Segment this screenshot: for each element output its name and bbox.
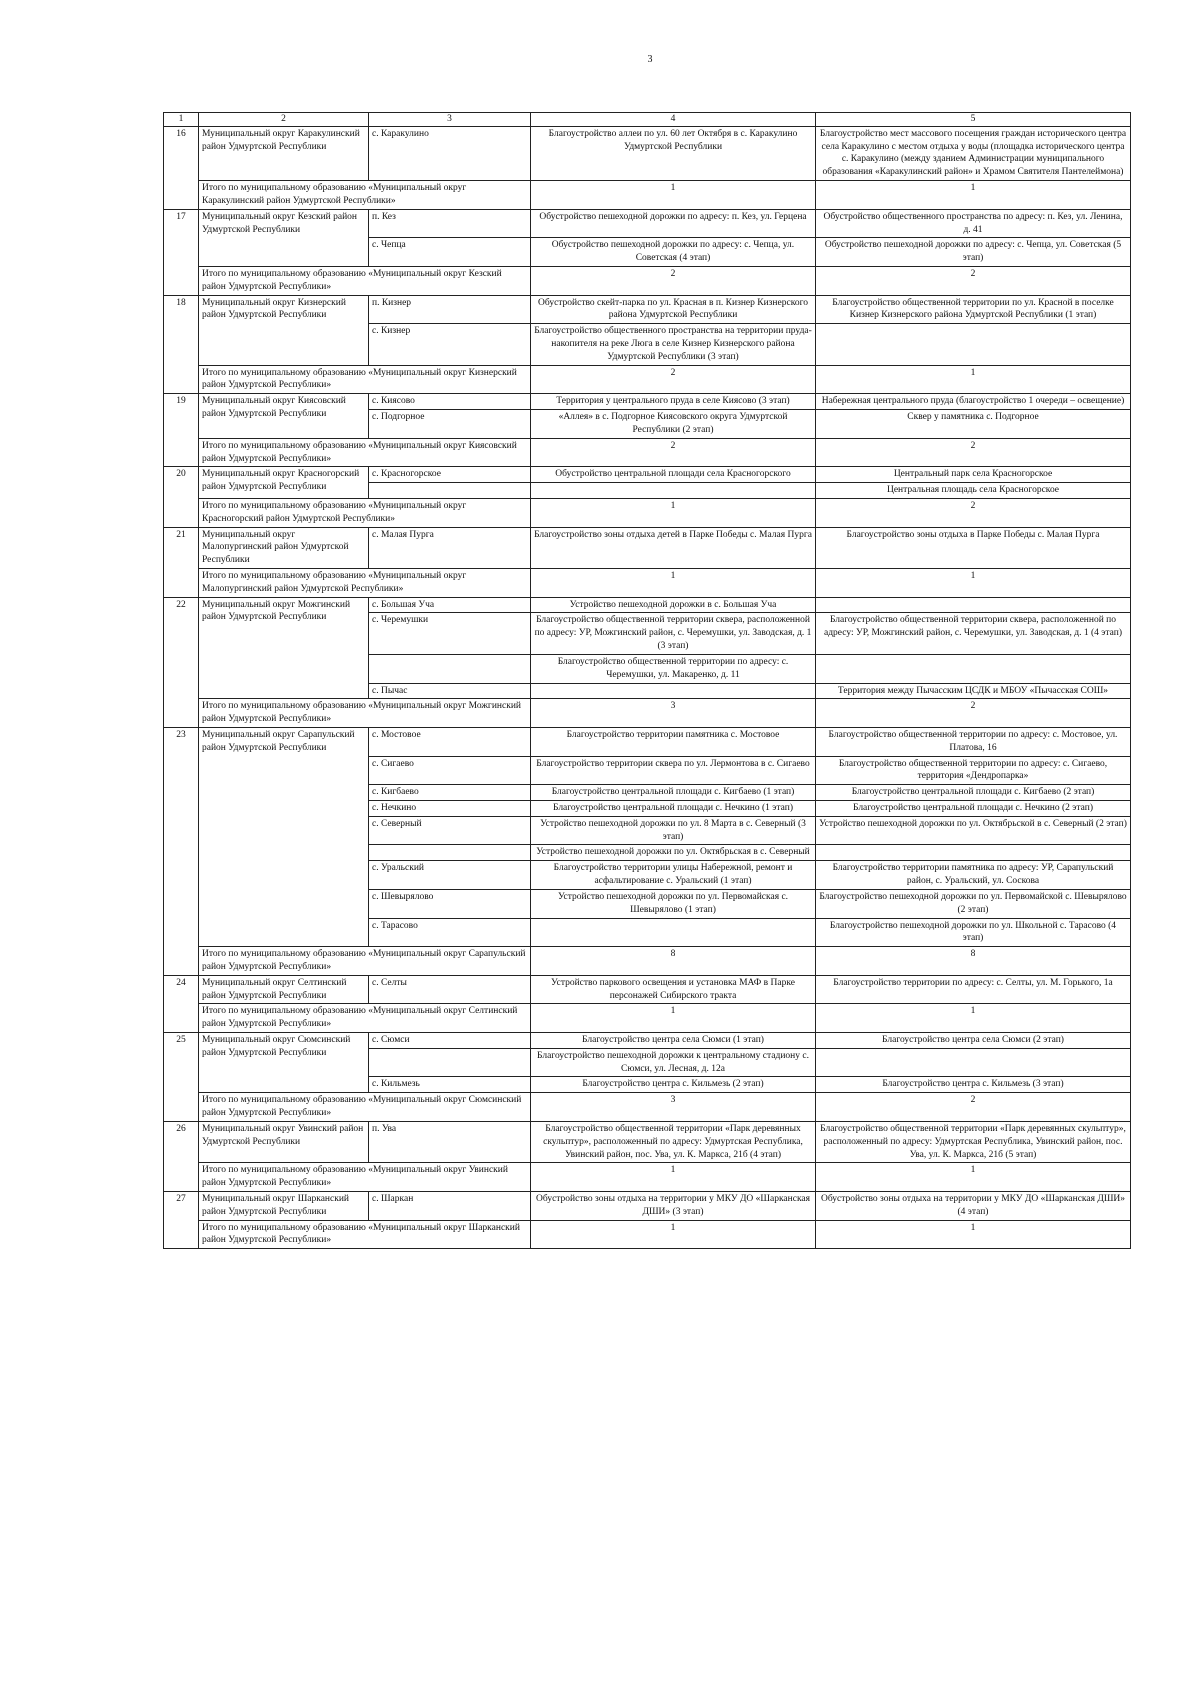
project-current: Благоустройство пешеходной дорожки к центральному стадиону с. Сюмси, ул. Лесная, д. 12а bbox=[531, 1048, 816, 1077]
settlement-name: с. Большая Уча bbox=[369, 597, 531, 613]
item-row bbox=[164, 975, 1131, 1004]
settlement-name bbox=[369, 1048, 531, 1077]
program-table-body bbox=[164, 113, 1131, 1249]
total-next: 8 bbox=[816, 947, 1131, 976]
project-current bbox=[531, 918, 816, 947]
header-cell-3: 3 bbox=[369, 113, 531, 127]
project-current: Благоустройство зоны отдыха детей в Парке Победы с. Малая Пурга bbox=[531, 527, 816, 568]
item-row bbox=[164, 727, 1131, 756]
settlement-name: с. Уральский bbox=[369, 861, 531, 890]
settlement-name: с. Сюмси bbox=[369, 1033, 531, 1049]
total-next: 2 bbox=[816, 1093, 1131, 1122]
item-row bbox=[164, 1121, 1131, 1162]
project-current: Обустройство скейт-парка по ул. Красная в п. Кизнер Кизнерского района Удмуртской Республики bbox=[531, 295, 816, 324]
item-row bbox=[164, 597, 1131, 613]
settlement-name: с. Красногорское bbox=[369, 467, 531, 483]
project-next: Благоустройство территории памятника по адресу: УР, Сарапульский район, с. Уральский, ул. Соскова bbox=[816, 861, 1131, 890]
project-next: Благоустройство центра села Сюмси (2 этап) bbox=[816, 1033, 1131, 1049]
project-current: Благоустройство общественной территории по адресу: с. Черемушки, ул. Макаренко, д. 11 bbox=[531, 654, 816, 683]
settlement-name: с. Малая Пурга bbox=[369, 527, 531, 568]
project-next: Благоустройство общественной территории сквера, расположенной по адресу: УР, Можгинский район, с. Черемушки, ул. Заводская, д. 1 (4 этап) bbox=[816, 613, 1131, 654]
header-cell-2: 2 bbox=[199, 113, 369, 127]
item-row bbox=[164, 1033, 1131, 1049]
row-number: 20 bbox=[164, 467, 199, 527]
total-current: 1 bbox=[531, 1163, 816, 1192]
project-next: Благоустройство общественной территории по ул. Красной в поселке Кизнер Кизнерского района Удмуртской Республики (1 этап) bbox=[816, 295, 1131, 324]
project-current: Устройство пешеходной дорожки по ул. 8 Марта в с. Северный (3 этап) bbox=[531, 816, 816, 845]
municipality-name: Муниципальный округ Каракулинский район Удмуртской Республики bbox=[199, 126, 369, 180]
settlement-name: с. Кизнер bbox=[369, 324, 531, 365]
total-row bbox=[164, 699, 1131, 728]
settlement-name: с. Пычас bbox=[369, 683, 531, 699]
settlement-name: с. Селты bbox=[369, 975, 531, 1004]
settlement-name: с. Нечкино bbox=[369, 801, 531, 817]
total-label: Итого по муниципальному образованию «Муниципальный округ Шарканский район Удмуртской Республики» bbox=[199, 1220, 531, 1249]
project-current: Благоустройство общественного пространства на территории пруда-накопителя на реке Люга в селе Кизнер Кизнерского района Удмуртской Республики (3 этап) bbox=[531, 324, 816, 365]
total-row bbox=[164, 1163, 1131, 1192]
project-current: Благоустройство территории сквера по ул. Лермонтова в с. Сигаево bbox=[531, 756, 816, 785]
page-number: 3 bbox=[647, 54, 653, 65]
project-next: Сквер у памятника с. Подгорное bbox=[816, 410, 1131, 439]
item-row bbox=[164, 1191, 1131, 1220]
total-label: Итого по муниципальному образованию «Муниципальный округ Увинский район Удмуртской Республики» bbox=[199, 1163, 531, 1192]
row-number: 18 bbox=[164, 295, 199, 394]
item-row bbox=[164, 209, 1131, 238]
project-next: Центральная площадь села Красногорское bbox=[816, 483, 1131, 499]
municipality-name: Муниципальный округ Киясовский район Удмуртской Республики bbox=[199, 394, 369, 438]
project-current bbox=[531, 483, 816, 499]
project-current: Обустройство зоны отдыха на территории у МКУ ДО «Шарканская ДШИ» (3 этап) bbox=[531, 1191, 816, 1220]
settlement-name: с. Киясово bbox=[369, 394, 531, 410]
total-label: Итого по муниципальному образованию «Муниципальный округ Сюмсинский район Удмуртской Республики» bbox=[199, 1093, 531, 1122]
row-number: 21 bbox=[164, 527, 199, 597]
total-next: 2 bbox=[816, 699, 1131, 728]
settlement-name: с. Северный bbox=[369, 816, 531, 845]
municipality-name: Муниципальный округ Красногорский район Удмуртской Республики bbox=[199, 467, 369, 499]
item-row bbox=[164, 527, 1131, 568]
total-row bbox=[164, 1004, 1131, 1033]
header-cell-1: 1 bbox=[164, 113, 199, 127]
settlement-name: с. Шаркан bbox=[369, 1191, 531, 1220]
municipality-name: Муниципальный округ Малопургинский район Удмуртской Республики bbox=[199, 527, 369, 568]
row-number: 22 bbox=[164, 597, 199, 727]
municipality-name: Муниципальный округ Кезский район Удмуртской Республики bbox=[199, 209, 369, 266]
municipality-name: Муниципальный округ Сюмсинский район Удмуртской Республики bbox=[199, 1033, 369, 1093]
item-row bbox=[164, 126, 1131, 180]
row-number: 27 bbox=[164, 1191, 199, 1248]
total-current: 1 bbox=[531, 498, 816, 527]
settlement-name: п. Кизнер bbox=[369, 295, 531, 324]
total-current: 3 bbox=[531, 699, 816, 728]
total-row bbox=[164, 1093, 1131, 1122]
total-label: Итого по муниципальному образованию «Муниципальный округ Малопургинский район Удмуртской Республики» bbox=[199, 569, 531, 598]
settlement-name bbox=[369, 483, 531, 499]
municipality-name: Муниципальный округ Можгинский район Удмуртской Республики bbox=[199, 597, 369, 699]
project-next: Благоустройство пешеходной дорожки по ул. Школьной с. Тарасово (4 этап) bbox=[816, 918, 1131, 947]
total-row bbox=[164, 181, 1131, 210]
row-number: 25 bbox=[164, 1033, 199, 1122]
settlement-name bbox=[369, 845, 531, 861]
header-cell-4: 4 bbox=[531, 113, 816, 127]
project-next bbox=[816, 597, 1131, 613]
item-row bbox=[164, 467, 1131, 483]
project-current: Обустройство пешеходной дорожки по адресу: п. Кез, ул. Герцена bbox=[531, 209, 816, 238]
settlement-name: с. Кильмезь bbox=[369, 1077, 531, 1093]
total-row bbox=[164, 569, 1131, 598]
project-current: Обустройство центральной площади села Красногорского bbox=[531, 467, 816, 483]
project-next: Благоустройство зоны отдыха в Парке Победы с. Малая Пурга bbox=[816, 527, 1131, 568]
project-next: Обустройство зоны отдыха на территории у МКУ ДО «Шарканская ДШИ» (4 этап) bbox=[816, 1191, 1131, 1220]
total-label: Итого по муниципальному образованию «Муниципальный округ Сарапульский район Удмуртской Республики» bbox=[199, 947, 531, 976]
total-current: 1 bbox=[531, 1220, 816, 1249]
total-current: 1 bbox=[531, 569, 816, 598]
row-number: 23 bbox=[164, 727, 199, 975]
total-next: 2 bbox=[816, 498, 1131, 527]
municipality-name: Муниципальный округ Увинский район Удмуртской Республики bbox=[199, 1121, 369, 1162]
settlement-name: с. Сигаево bbox=[369, 756, 531, 785]
total-current: 2 bbox=[531, 365, 816, 394]
project-next: Благоустройство центральной площади с. Нечкино (2 этап) bbox=[816, 801, 1131, 817]
project-next: Устройство пешеходной дорожки по ул. Октябрьской в с. Северный (2 этап) bbox=[816, 816, 1131, 845]
row-number: 24 bbox=[164, 975, 199, 1032]
total-label: Итого по муниципальному образованию «Муниципальный округ Каракулинский район Удмуртской Республики» bbox=[199, 181, 531, 210]
municipality-name: Муниципальный округ Селтинский район Удмуртской Республики bbox=[199, 975, 369, 1004]
project-current: Благоустройство центра с. Кильмезь (2 этап) bbox=[531, 1077, 816, 1093]
municipality-name: Муниципальный округ Сарапульский район Удмуртской Республики bbox=[199, 727, 369, 946]
project-current bbox=[531, 683, 816, 699]
project-next: Обустройство пешеходной дорожки по адресу: с. Чепца, ул. Советская (5 этап) bbox=[816, 238, 1131, 267]
project-current: Благоустройство центра села Сюмси (1 этап) bbox=[531, 1033, 816, 1049]
settlement-name: с. Каракулино bbox=[369, 126, 531, 180]
total-next: 1 bbox=[816, 1004, 1131, 1033]
project-next: Благоустройство территории по адресу: с. Селты, ул. М. Горького, 1а bbox=[816, 975, 1131, 1004]
total-row bbox=[164, 266, 1131, 295]
item-row bbox=[164, 295, 1131, 324]
settlement-name: с. Шевырялово bbox=[369, 889, 531, 918]
total-row bbox=[164, 947, 1131, 976]
row-number: 16 bbox=[164, 126, 199, 209]
project-next: Благоустройство общественной территории по адресу: с. Мостовое, ул. Платова, 16 bbox=[816, 727, 1131, 756]
project-current: Благоустройство общественной территории сквера, расположенной по адресу: УР, Можгинский район, с. Черемушки, ул. Заводская, д. 1 (3 этап) bbox=[531, 613, 816, 654]
project-next: Благоустройство мест массового посещения граждан исторического центра села Каракулино с местом отдыха у воды (площадка исторического центра с. Каракулино (между зданием Администрации муниципального образования «Каракулинский район» и Храмом Святителя Пантелеймона) bbox=[816, 126, 1131, 180]
total-current: 2 bbox=[531, 438, 816, 467]
total-next: 2 bbox=[816, 266, 1131, 295]
project-next bbox=[816, 654, 1131, 683]
municipality-name: Муниципальный округ Кизнерский район Удмуртской Республики bbox=[199, 295, 369, 365]
row-number: 26 bbox=[164, 1121, 199, 1191]
total-row bbox=[164, 365, 1131, 394]
total-next: 1 bbox=[816, 1220, 1131, 1249]
row-number: 17 bbox=[164, 209, 199, 295]
project-current: Устройство пешеходной дорожки по ул. Октябрьская в с. Северный bbox=[531, 845, 816, 861]
settlement-name: с. Тарасово bbox=[369, 918, 531, 947]
settlement-name bbox=[369, 654, 531, 683]
project-next: Обустройство общественного пространства по адресу: п. Кез, ул. Ленина, д. 41 bbox=[816, 209, 1131, 238]
project-next: Набережная центрального пруда (благоустройство 1 очереди – освещение) bbox=[816, 394, 1131, 410]
total-next: 1 bbox=[816, 1163, 1131, 1192]
header-row bbox=[164, 113, 1131, 127]
total-label: Итого по муниципальному образованию «Муниципальный округ Кезский район Удмуртской Республики» bbox=[199, 266, 531, 295]
total-next: 1 bbox=[816, 569, 1131, 598]
settlement-name: с. Черемушки bbox=[369, 613, 531, 654]
project-next: Благоустройство общественной территории по адресу: с. Сигаево, территория «Дендропарка» bbox=[816, 756, 1131, 785]
project-current: Благоустройство территории памятника с. Мостовое bbox=[531, 727, 816, 756]
settlement-name: с. Мостовое bbox=[369, 727, 531, 756]
project-current: Территория у центрального пруда в селе Киясово (3 этап) bbox=[531, 394, 816, 410]
total-current: 1 bbox=[531, 1004, 816, 1033]
header-cell-5: 5 bbox=[816, 113, 1131, 127]
project-next bbox=[816, 324, 1131, 365]
project-next: Центральный парк села Красногорское bbox=[816, 467, 1131, 483]
project-current: Благоустройство центральной площади с. Нечкино (1 этап) bbox=[531, 801, 816, 817]
total-current: 3 bbox=[531, 1093, 816, 1122]
project-next: Благоустройство пешеходной дорожки по ул. Первомайской с. Шевырялово (2 этап) bbox=[816, 889, 1131, 918]
total-current: 2 bbox=[531, 266, 816, 295]
settlement-name: с. Кигбаево bbox=[369, 785, 531, 801]
project-current: Благоустройство общественной территории «Парк деревянных скульптур», расположенный по адресу: Удмуртская Республика, Увинский район, пос. Ува, ул. К. Маркса, 21б (4 этап) bbox=[531, 1121, 816, 1162]
project-current: Благоустройство аллеи по ул. 60 лет Октября в с. Каракулино Удмуртской Республики bbox=[531, 126, 816, 180]
project-current: Благоустройство территории улицы Набережной, ремонт и асфальтирование с. Уральский (1 этап) bbox=[531, 861, 816, 890]
project-current: «Аллея» в с. Подгорное Киясовского округа Удмуртской Республики (2 этап) bbox=[531, 410, 816, 439]
project-next: Благоустройство центральной площади с. Кигбаево (2 этап) bbox=[816, 785, 1131, 801]
total-label: Итого по муниципальному образованию «Муниципальный округ Красногорский район Удмуртской Республики» bbox=[199, 498, 531, 527]
settlement-name: с. Подгорное bbox=[369, 410, 531, 439]
total-next: 1 bbox=[816, 181, 1131, 210]
project-next: Благоустройство общественной территории «Парк деревянных скульптур», расположенный по адресу: Удмуртская Республика, Увинский район, пос. Ува, ул. К. Маркса, 21б (5 этап) bbox=[816, 1121, 1131, 1162]
project-current: Благоустройство центральной площади с. Кигбаево (1 этап) bbox=[531, 785, 816, 801]
total-next: 2 bbox=[816, 438, 1131, 467]
row-number: 19 bbox=[164, 394, 199, 467]
project-current: Обустройство пешеходной дорожки по адресу: с. Чепца, ул. Советская (4 этап) bbox=[531, 238, 816, 267]
total-row bbox=[164, 498, 1131, 527]
project-current: Устройство пешеходной дорожки по ул. Первомайская с. Шевырялово (1 этап) bbox=[531, 889, 816, 918]
program-table bbox=[163, 112, 1131, 1249]
total-current: 8 bbox=[531, 947, 816, 976]
total-label: Итого по муниципальному образованию «Муниципальный округ Кизнерский район Удмуртской Республики» bbox=[199, 365, 531, 394]
total-row bbox=[164, 438, 1131, 467]
total-current: 1 bbox=[531, 181, 816, 210]
project-current: Устройство паркового освещения и установка МАФ в Парке персонажей Сибирского тракта bbox=[531, 975, 816, 1004]
settlement-name: с. Чепца bbox=[369, 238, 531, 267]
project-next bbox=[816, 845, 1131, 861]
project-next bbox=[816, 1048, 1131, 1077]
project-next: Благоустройство центра с. Кильмезь (3 этап) bbox=[816, 1077, 1131, 1093]
total-label: Итого по муниципальному образованию «Муниципальный округ Можгинский район Удмуртской Республики» bbox=[199, 699, 531, 728]
total-next: 1 bbox=[816, 365, 1131, 394]
municipality-name: Муниципальный округ Шарканский район Удмуртской Республики bbox=[199, 1191, 369, 1220]
total-label: Итого по муниципальному образованию «Муниципальный округ Селтинский район Удмуртской Республики» bbox=[199, 1004, 531, 1033]
item-row bbox=[164, 394, 1131, 410]
total-label: Итого по муниципальному образованию «Муниципальный округ Киясовский район Удмуртской Республики» bbox=[199, 438, 531, 467]
settlement-name: п. Кез bbox=[369, 209, 531, 238]
project-next: Территория между Пычасским ЦСДК и МБОУ «Пычасская СОШ» bbox=[816, 683, 1131, 699]
project-current: Устройство пешеходной дорожки в с. Большая Уча bbox=[531, 597, 816, 613]
settlement-name: п. Ува bbox=[369, 1121, 531, 1162]
total-row bbox=[164, 1220, 1131, 1249]
